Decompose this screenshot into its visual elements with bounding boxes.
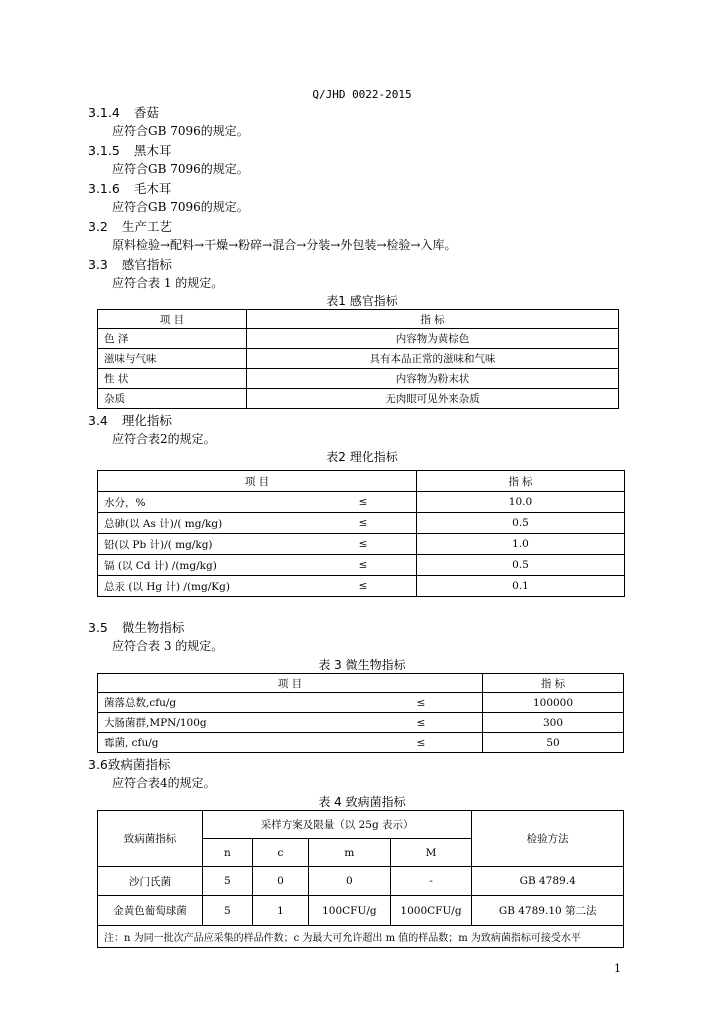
- physicochemical-table: [97, 470, 625, 597]
- table-cell: 沙门氏菌: [98, 867, 203, 896]
- table-header-cell: M: [390, 839, 472, 867]
- table-header-row: [98, 471, 625, 492]
- table-caption: 表2 理化指标: [326, 450, 398, 464]
- table-cell: 水分，%: [98, 492, 311, 513]
- table-cell: 大肠菌群,MPN/100g: [98, 713, 361, 733]
- table-header-cell: n: [202, 839, 252, 867]
- table-row: [98, 896, 624, 926]
- table-cell: ≤: [310, 576, 417, 597]
- section-number: 3.3: [88, 257, 108, 272]
- table-cell: 无肉眼可见外来杂质: [247, 389, 619, 409]
- table-cell: ≤: [310, 534, 417, 555]
- section-heading: [88, 755, 170, 773]
- table-cell: 100000: [483, 693, 624, 713]
- table-cell: 0: [252, 867, 308, 896]
- table-cell: 镉 (以 Cd 计) /(mg/kg): [98, 555, 311, 576]
- table-cell: 1.0: [417, 534, 625, 555]
- table-cell: GB 4789.10 第二法: [472, 896, 624, 926]
- table-row: [98, 534, 625, 555]
- section-text: 应符合表 3 的规定。: [112, 639, 224, 653]
- section-number: 3.6: [88, 757, 108, 772]
- document-header: Q/JHD 0022-2015: [312, 88, 412, 101]
- table-header-cell: 指 标: [483, 674, 624, 693]
- section-title: 香菇: [133, 105, 159, 120]
- table-cell: 铅(以 Pb 计)/( mg/kg): [98, 534, 311, 555]
- section-text: 应符合GB 7096的规定。: [112, 200, 249, 214]
- table-row: [98, 713, 624, 733]
- table-cell: 50: [483, 733, 624, 753]
- table-cell: GB 4789.4: [472, 867, 624, 896]
- table-row: [98, 389, 619, 409]
- section-title: 致病菌指标: [107, 757, 171, 772]
- table-header-cell: 致病菌指标: [98, 811, 203, 867]
- table-caption: 表1 感官指标: [326, 294, 398, 308]
- table-cell: 总砷(以 As 计)/( mg/kg): [98, 513, 311, 534]
- table-cell: 300: [483, 713, 624, 733]
- table-row: [98, 349, 619, 369]
- section-number: 3.1.4: [88, 105, 120, 120]
- table-header-row: [98, 811, 624, 839]
- table-cell: 0.1: [417, 576, 625, 597]
- table-cell: 色 泽: [98, 329, 247, 349]
- section-heading: [88, 103, 159, 121]
- table-caption: 表 3 微生物指标: [318, 658, 406, 672]
- table-row: [98, 492, 625, 513]
- table-cell: -: [390, 867, 472, 896]
- table-cell: 金黄色葡萄球菌: [98, 896, 203, 926]
- table-cell: 内容物为粉末状: [247, 369, 619, 389]
- table-row: [98, 369, 619, 389]
- sensory-table: [97, 309, 619, 409]
- table-cell: ≤: [310, 492, 417, 513]
- section-title: 黑木耳: [133, 143, 172, 158]
- table-cell: 杂质: [98, 389, 247, 409]
- page-number: 1: [614, 962, 621, 975]
- table-cell: 滋味与气味: [98, 349, 247, 369]
- section-number: 3.4: [88, 413, 108, 428]
- section-heading: [88, 411, 172, 429]
- microbial-table: [97, 673, 624, 753]
- section-heading: [88, 141, 171, 159]
- section-title: 生产工艺: [121, 219, 172, 234]
- table-cell: 内容物为黄棕色: [247, 329, 619, 349]
- table-header-cell: 项 目: [98, 674, 483, 693]
- table-header-cell: 项 目: [98, 310, 247, 329]
- table-header-cell: 指 标: [247, 310, 619, 329]
- table-cell: 性 状: [98, 369, 247, 389]
- section-number: 3.1.5: [88, 143, 120, 158]
- table-cell: 5: [202, 867, 252, 896]
- table-cell: 总汞 (以 Hg 计) /(mg/Kg): [98, 576, 311, 597]
- section-heading: [88, 217, 172, 235]
- section-text: 应符合表2的规定。: [112, 432, 216, 446]
- table-cell: 菌落总数,cfu/g: [98, 693, 361, 713]
- table-row: [98, 867, 624, 896]
- section-number: 3.2: [88, 219, 108, 234]
- section-number: 3.5: [88, 620, 108, 635]
- table-cell: ≤: [360, 733, 483, 753]
- table-cell: 100CFU/g: [309, 896, 391, 926]
- table-header-row: [98, 674, 624, 693]
- section-title: 理化指标: [121, 413, 172, 428]
- table-row: [98, 693, 624, 713]
- table-cell: 5: [202, 896, 252, 926]
- table-cell: ≤: [310, 513, 417, 534]
- table-cell: 霉菌, cfu/g: [98, 733, 361, 753]
- table-cell: ≤: [360, 693, 483, 713]
- table-cell: 10.0: [417, 492, 625, 513]
- table-row: [98, 555, 625, 576]
- section-text: 原料检验→配料→干燥→粉碎→混合→分装→外包装→检验→入库。: [112, 238, 457, 252]
- section-text: 应符合GB 7096的规定。: [112, 162, 249, 176]
- table-cell: 0: [309, 867, 391, 896]
- table-row: [98, 513, 625, 534]
- table-cell: 0.5: [417, 555, 625, 576]
- table-header-cell: c: [252, 839, 308, 867]
- table-note: 注：n 为同一批次产品应采集的样品件数；c 为最大可允许超出 m 值的样品数；m 为致病菌指标可接受水平: [98, 926, 624, 948]
- table-cell: 具有本品正常的滋味和气味: [247, 349, 619, 369]
- table-header-row: [98, 310, 619, 329]
- table-row: [98, 576, 625, 597]
- section-heading: [88, 618, 184, 636]
- section-title: 毛木耳: [133, 181, 172, 196]
- section-heading: [88, 179, 171, 197]
- table-cell: ≤: [310, 555, 417, 576]
- table-cell: 0.5: [417, 513, 625, 534]
- section-number: 3.1.6: [88, 181, 120, 196]
- table-caption: 表 4 致病菌指标: [318, 795, 406, 809]
- table-cell: 1000CFU/g: [390, 896, 472, 926]
- section-text: 应符合表4的规定。: [112, 776, 216, 790]
- table-header-cell: 检验方法: [472, 811, 624, 867]
- table-header-cell: 采样方案及限量（以 25g 表示）: [202, 811, 471, 839]
- section-heading: [88, 255, 172, 273]
- table-cell: 1: [252, 896, 308, 926]
- table-row: [98, 329, 619, 349]
- section-title: 感官指标: [121, 257, 172, 272]
- table-header-cell: 项 目: [98, 471, 417, 492]
- table-note-row: [98, 926, 624, 948]
- table-header-cell: m: [309, 839, 391, 867]
- section-title: 微生物指标: [121, 620, 185, 635]
- table-cell: ≤: [360, 713, 483, 733]
- table-row: [98, 733, 624, 753]
- section-text: 应符合表 1 的规定。: [112, 276, 224, 290]
- pathogen-table: [97, 810, 624, 948]
- table-header-cell: 指 标: [417, 471, 625, 492]
- section-text: 应符合GB 7096的规定。: [112, 124, 249, 138]
